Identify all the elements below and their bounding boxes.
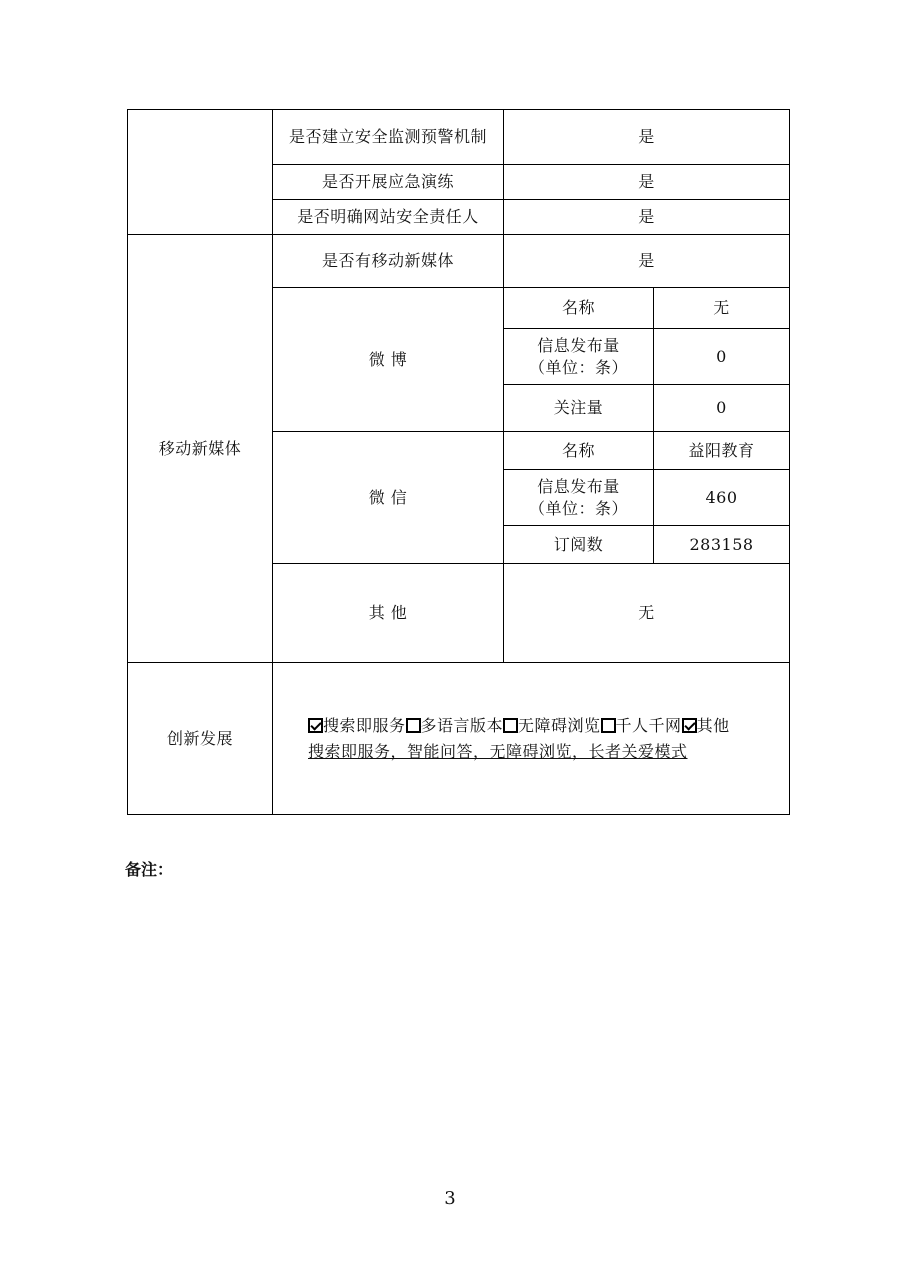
wechat-name-label: 名称 (504, 432, 654, 470)
innovation-other-text: 搜索即服务，智能问答，无障碍浏览，长者关爱模式 (308, 741, 688, 761)
option-personalized-label: 千人千网 (615, 715, 682, 735)
checkbox-accessibility[interactable] (503, 718, 518, 733)
responsible-value: 是 (504, 200, 790, 235)
wechat-subs-value: 283158 (654, 526, 790, 564)
weibo-posts-label-line2: （单位：条） (528, 357, 628, 377)
weibo-follow-label: 关注量 (504, 385, 654, 432)
option-search-service-label: 搜索即服务 (323, 715, 406, 735)
checkbox-multi-language[interactable] (406, 718, 421, 733)
weibo-posts-label (504, 329, 654, 385)
wechat-posts-label-line2: （单位：条） (528, 498, 628, 518)
weibo-posts-value: 0 (654, 329, 790, 385)
monitoring-label: 是否建立安全监测预警机制 (273, 110, 504, 165)
weibo-name-label: 名称 (504, 288, 654, 329)
monitoring-value: 是 (504, 110, 790, 165)
innovation-label: 创新发展 (128, 663, 273, 815)
checkbox-other[interactable] (682, 718, 697, 733)
security-section-cell (128, 110, 273, 235)
drill-label: 是否开展应急演练 (273, 165, 504, 200)
mobile-section-label: 移动新媒体 (128, 235, 273, 663)
has-media-label: 是否有移动新媒体 (273, 235, 504, 288)
wechat-posts-value: 460 (654, 470, 790, 526)
weibo-posts-label-line1: 信息发布量 (537, 335, 620, 355)
other-value: 无 (504, 564, 790, 663)
weibo-name-value: 无 (654, 288, 790, 329)
innovation-options (308, 713, 783, 739)
checkbox-search-service[interactable] (308, 718, 323, 733)
responsible-label: 是否明确网站安全责任人 (273, 200, 504, 235)
innovation-cell (273, 663, 790, 815)
weibo-label: 微 博 (273, 288, 504, 432)
has-media-value: 是 (504, 235, 790, 288)
other-label: 其 他 (273, 564, 504, 663)
report-table (127, 109, 790, 815)
page-number: 3 (444, 1188, 456, 1209)
option-other-label: 其他 (696, 715, 730, 735)
option-accessibility-label: 无障碍浏览 (518, 715, 601, 735)
drill-value: 是 (504, 165, 790, 200)
option-multi-language-label: 多语言版本 (420, 715, 504, 735)
weibo-follow-value: 0 (654, 385, 790, 432)
remark-label: 备注： (125, 860, 174, 879)
wechat-posts-label (504, 470, 654, 526)
wechat-name-value: 益阳教育 (654, 432, 790, 470)
wechat-posts-label-line1: 信息发布量 (537, 476, 620, 496)
wechat-subs-label: 订阅数 (504, 526, 654, 564)
checkbox-personalized[interactable] (601, 718, 616, 733)
wechat-label: 微 信 (273, 432, 504, 564)
